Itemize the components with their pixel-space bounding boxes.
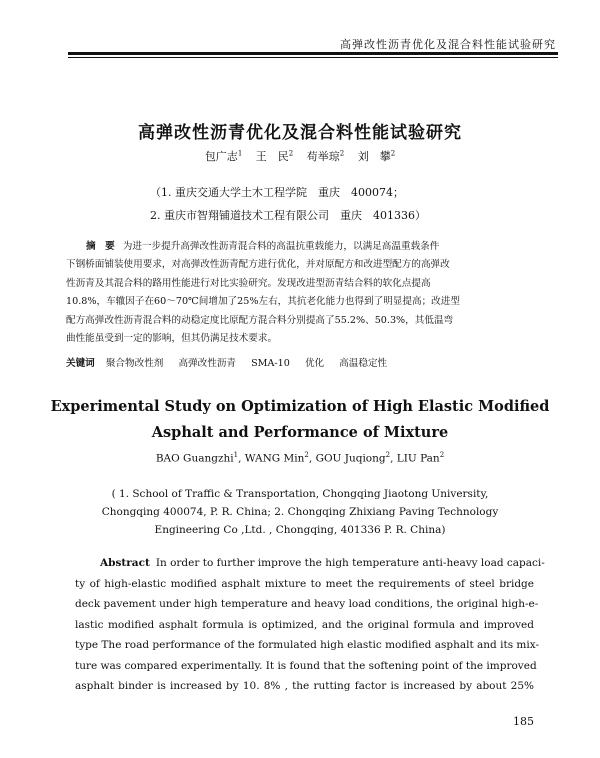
abstract-line bbox=[78, 553, 545, 574]
keyword: 高弹改性沥青 bbox=[178, 358, 237, 369]
author-sup: 1 bbox=[237, 149, 243, 158]
abstract-line: 性沥青及其混合料的路用性能进行对比实验研究。发现改进型沥青结合料的软化点提高 bbox=[66, 277, 431, 289]
abstract-line bbox=[66, 238, 534, 256]
abstract-label: Abstract bbox=[100, 557, 150, 569]
abstract-line: 10.8%，车辙因子在60～70℃间增加了25%左右，其抗老化能力也得到了明显提高；改进型 bbox=[66, 296, 460, 308]
english-abstract bbox=[75, 553, 545, 697]
english-title-line: Asphalt and Performance of Mixture bbox=[151, 424, 449, 441]
author-name: GOU Juqiong bbox=[315, 452, 386, 465]
running-head: 高弹改性沥青优化及混合料性能试验研究 bbox=[340, 38, 556, 51]
abstract-text: 为进一步提升高弹改性沥青混合料的高温抗重载能力，以满足高温重载条件 bbox=[122, 241, 440, 252]
author-name: 王 民 bbox=[255, 150, 289, 163]
author-name: 苟举琼 bbox=[306, 150, 340, 163]
abstract-line: 配方高弹改性沥青混合料的动稳定度比原配方混合料分别提高了55.2%、50.3%，其低温弯 bbox=[66, 314, 454, 326]
keyword: 聚合物改性剂 bbox=[105, 358, 164, 369]
author-name: 包广志 bbox=[204, 150, 238, 163]
abstract-line: ture was compared experimentally. It is found that the softening point of the improved bbox=[75, 659, 537, 672]
author-name: LIU Pan bbox=[396, 452, 440, 465]
abstract-label: 摘 要 bbox=[86, 241, 115, 252]
abstract-text: In order to further improve the high temperature anti-heavy load capaci- bbox=[155, 557, 545, 569]
keyword: SMA-10 bbox=[251, 358, 290, 369]
author-sup: 2 bbox=[304, 451, 309, 459]
author-name: 刘 攀 bbox=[357, 150, 391, 163]
chinese-affiliation-line: （1. 重庆交通大学土木工程学院 重庆 400074； bbox=[150, 186, 404, 199]
abstract-line: lastic modified asphalt formula is optimized, and the original formula and improved bbox=[75, 618, 534, 631]
chinese-abstract bbox=[66, 238, 534, 348]
chinese-authors bbox=[0, 148, 600, 164]
author-sup: 2 bbox=[439, 451, 445, 459]
abstract-line: 下钢桥面铺装使用要求，对高弹改性沥青配方进行优化，并对原配方和改进型配方的高弹改 bbox=[66, 259, 450, 271]
keyword: 优化 bbox=[304, 358, 325, 369]
abstract-line: ty of high-elastic modified asphalt mixture to meet the requirements of steel bridge bbox=[75, 577, 534, 590]
english-affiliation-line: Engineering Co ,Ltd. , Chongqing, 401336 P. R. China) bbox=[154, 524, 446, 536]
author-sup: 2 bbox=[288, 149, 294, 158]
keyword: 高温稳定性 bbox=[339, 358, 388, 369]
english-authors: BAO Guangzhi$^1$, WANG Min$^2$, GOU Juqiong$^2$, LIU Pan$^2$ bbox=[155, 451, 445, 465]
abstract-line: 曲性能虽受到一定的影响，但其仍满足技术要求。 bbox=[66, 333, 278, 345]
author-sup: 2 bbox=[385, 451, 391, 459]
page-number: 185 bbox=[513, 715, 534, 728]
author-name: WANG Min bbox=[244, 452, 305, 465]
chinese-keywords bbox=[66, 355, 534, 369]
english-title-line: Experimental Study on Optimization of High Elastic Modified bbox=[50, 398, 550, 415]
english-affiliation-line: ( 1. School of Traffic & Transportation, Chongqing Jiaotong University, bbox=[111, 488, 489, 500]
abstract-line: type The road performance of the formulated high elastic modified asphalt and its mix- bbox=[75, 639, 540, 651]
author-sup: 1 bbox=[233, 451, 239, 459]
english-affiliation-line: Chongqing 400074, P. R. China; 2. Chongqing Zhixiang Paving Technology bbox=[101, 506, 499, 518]
chinese-affiliation-line: 2. 重庆市智翔铺道技术工程有限公司 重庆 401336） bbox=[150, 209, 426, 222]
abstract-line: asphalt binder is increased by 10. 8% , the rutting factor is increased by about 25% bbox=[75, 680, 534, 692]
abstract-line: deck pavement under high temperature and heavy load conditions, the original high-e- bbox=[75, 598, 539, 610]
keywords-label: 关键词 bbox=[66, 358, 95, 369]
chinese-title: 高弹改性沥青优化及混合料性能试验研究 bbox=[138, 123, 462, 143]
header-rule-thick bbox=[68, 52, 558, 55]
author-sup: 2 bbox=[390, 149, 396, 158]
header-rule-thin bbox=[68, 57, 558, 58]
author-sup: 2 bbox=[339, 149, 345, 158]
author-name: BAO Guangzhi bbox=[155, 452, 234, 465]
